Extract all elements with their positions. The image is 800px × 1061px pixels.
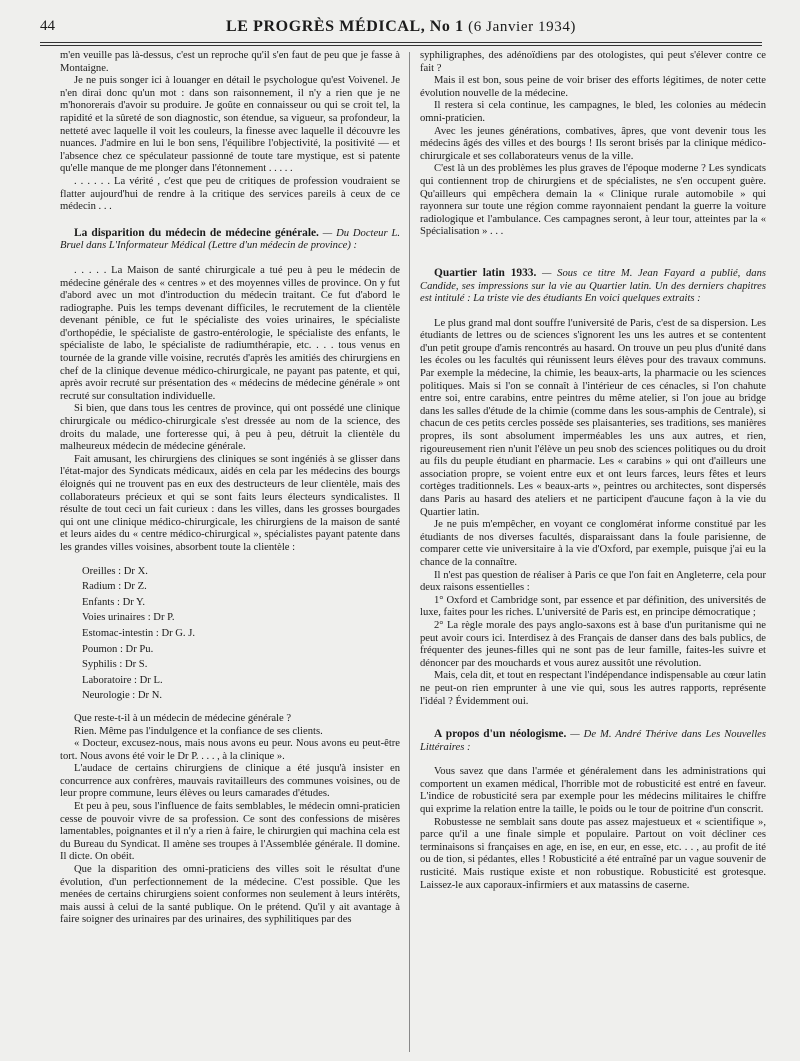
paragraph: Fait amusant, les chirurgiens des cliniques se sont ingéniés à se glisser dans l'état-major des Syndicats médicaux, aidés en cela par les médecins des bourgs éloignés qui ne trouvent pas en eux des destructeurs de leur clientèle, mais des collaborateurs précieux et qui se sont faits leurs électeurs syndicalistes. Il résulte de tout ceci un fait curieux : dans les villes, dans les grosses bourgades qui ont une clinique médico-chirurgicale, les chirurgiens de la maison de santé et leurs aides du « centre médico-chirurgical », spécialistes payant patente dans les grandes villes voisines, absorbent toute la clientèle :: [60, 453, 400, 553]
paragraph: Que reste-t-il à un médecin de médecine générale ?: [74, 712, 292, 724]
paragraph: Vous savez que dans l'armée et généralement dans les administrations qui comportent un examen médical, l'horrible mot de robusticité est entré en faveur. L'indice de robusticité sera par exemple pour les médecins militaires le chiffre qui exprime la relation entre la taille, le poids ou le tour de poitrine d'un conscrit.: [420, 766, 766, 816]
header-rule-double: [40, 45, 762, 46]
list-item: Syphilis : Dr S.: [82, 659, 148, 671]
paragraph: 1° Oxford et Cambridge sont, par essence et par définition, des universités de luxe, faites pour les riches. L'université de Paris est, en principe démocratique ;: [420, 594, 766, 619]
paragraph: Robustesse ne semblait sans doute pas assez majestueux et « scientifique », parce qu'il a une finale simple et populaire. Partout on voit décliner ces terminaisons si françaises en age, en ise, en eur, en esse, etc. . . , au profit de ité ou de tion, si pédantes, elles ! Robusticité a été entraîné par un vague souvenir de rusticité. Mais rustique existe et non robustique. Robusticité est grotesque. Laissez-le aux caporaux-infirmiers et aux matassins de caserne.: [420, 816, 766, 891]
paragraph: « Docteur, excusez-nous, mais nous avons eu peur. Nous avons eu peut-être tort. Nous avons été voir le Dr P. . . . , à la clinique ».: [60, 738, 400, 762]
paragraph: Il n'est pas question de réaliser à Paris ce que l'on fait en Angleterre, cela pour deux raisons essentielles :: [420, 569, 766, 594]
specialist-list: [82, 564, 400, 704]
article-title: La disparition du médecin de médecine générale.: [74, 226, 319, 239]
list-item: Enfants : Dr Y.: [82, 596, 145, 608]
paragraph: L'audace de certains chirurgiens de clinique a été jusqu'à insister en concurrence aux confrères, mauvais ravitailleurs des communes voisines, ou de leur propre commune, leurs élèves ou leurs camarades d'études.: [60, 763, 400, 800]
paragraph: Avec les jeunes générations, combatives, âpres, que vont devenir tous les médecins âgés des villes et des bourgs ! Ils seront brisés par la clinique médico-chirurgicale et ses collaborateurs venus de la ville.: [420, 125, 766, 162]
header-rule: [40, 42, 762, 43]
article-source: — De M. André Thérive dans Les Nouvelles Littéraires :: [420, 729, 766, 753]
paragraph: Il restera si cela continue, les campagnes, le bled, les colonies au médecin omni-praticien.: [420, 100, 766, 124]
article-title: A propos d'un néologisme.: [434, 728, 567, 741]
page-number: 44: [40, 18, 55, 34]
running-title: [40, 18, 762, 36]
list-item: Laboratoire : Dr L.: [82, 674, 163, 686]
paragraph: Le plus grand mal dont souffre l'université de Paris, c'est de sa dispersion. Les étudiants de lettres ou de sciences s'ignorent les uns les autres et se contentent d'un petit groupe d'amis rencontrés au hasard. On trouve un peu plus d'unité dans les écoles ou les facultés qui réunissent leurs élèves pour des travaux communs. Par exemple la médecine, la chimie, les beaux-arts, la pharmacie ou les sciences politiques. Mais si l'on se connaît à l'intérieur de ces cénacles, si l'on chahute entre soi, entre carabins, entre peintres du même atelier, si l'on joue au bridge dans les salles d'étude de la chimie (comme dans les sous-amphis de Centrale), si chacun de ces petits cercles possède ses plaisanteries, ses traditions, ses manières propres, ils sont absolument imperméables les uns aux autres, et rien, rigoureusement rien n'unit l'élève un peu snob des sciences politiques ou du droit au fils du peuple étudiant en pharmacie. Les « carabins » qui ont d'ailleurs une association propre, se voient entre eux et ont leurs farces, leurs fêtes et leurs cortèges traditionnels. Les « beaux-arts », peintres ou architectes, sont dispersés dans Paris au hasard des ateliers et ne participent d'aucune façon à la vie du Quartier latin.: [420, 317, 766, 518]
article-title: Quartier latin 1933.: [434, 266, 537, 279]
article-heading: [420, 728, 766, 754]
article-heading: [420, 267, 766, 306]
list-item: Poumon : Dr Pu.: [82, 643, 154, 655]
list-item: Neurologie : Dr N.: [82, 690, 163, 702]
paragraph: Si bien, que dans tous les centres de province, qui ont possédé une clinique chirurgicale ou médico-chirurgicale s'est dressée au nom de la science, des droits du malade, une forteresse qui, à peu à peu, détruit la clientèle du malheureux médecin de médecine générale.: [60, 403, 400, 453]
page-header: [40, 18, 762, 40]
list-item: Radium : Dr Z.: [82, 581, 147, 593]
article-heading: [60, 227, 400, 253]
paragraph: m'en veuille pas là-dessus, c'est un reproche qu'il s'en faut de peu que je fasse à Montaigne.: [60, 50, 400, 74]
article-source: — Du Docteur L. Bruel dans L'Informateur Médical (Lettre d'un médecin de province) :: [60, 227, 400, 252]
paragraph: . . . . . La Maison de santé chirurgicale a tué peu à peu le médecin de médecine générale des « centres » et des moyennes villes de province. On y fut d'abord avec un mot d'introduction du médecin traitant. Ce fut d'abord le radiographe. Puis les temps devenant difficiles, le recrutement de la clientèle devenant pénible, ce fut le spécialiste des voies urinaires, le spécialiste d'orthopédie, le spécialiste de gastro-entérologie, le spécialiste des enfants, le spécialiste de labo, le spécialiste de radiumthérapie, etc. . . . tous venus en tournée de la grande ville voisine, recrutés d'après les amitiés des chirurgiens en chef de la clinique devenue médico-chirurgicale, ne payant pas patente, et qui, après avoir recruté sur présentation des « médecins de médecine générale » ont recruté sur consultation individuelle.: [60, 264, 400, 402]
paragraph: Mais, cela dit, et tout en respectant l'indépendance indispensable au cœur latin ne peut-on rien emprunter à une vie qui, sous les autres rapports, représente l'idéal ? Évidemment oui.: [420, 670, 766, 707]
journal-name: LE PROGRÈS MÉDICAL,: [225, 18, 426, 35]
paragraph: Que la disparition des omni-praticiens des villes soit le résultat d'une évolution, d'un perfectionnement de la médecine. C'est possible. Que les menées de certains chirurgiens soient conformes non seulement à leurs intérêts, mais aussi à celui de la santé publique. On le prétend. Qu'il y ait avantage à faire soigner des urinaires par des urinaires, des syphilitiques par des: [60, 864, 400, 926]
list-item: Estomac-intestin : Dr G. J.: [82, 627, 195, 639]
issue-date: (6 Janvier 1934): [468, 19, 577, 35]
paragraph: . . . . . . La vérité , c'est que peu de critiques de profession voudraient se flatter aujourd'hui de rendre à la critique des services pareils à ceux de ce médecin . . .: [60, 175, 400, 213]
paragraph: C'est là un des problèmes les plus graves de l'époque moderne ? Les syndicats qui contiennent trop de chirurgiens et de spécialistes, ne s'en occupent guère. Qu'ailleurs qui empêchera demain la « Clinique rurale automobile » qui rayonnera sur toute une région comme rayonnaient pendant la guerre la voiture radiologique et l'ambulance. Ces campagnes seront, à leur tour, atteintes par la « Spécialisation » . . .: [420, 163, 766, 238]
paragraph: Je ne puis m'empêcher, en voyant ce conglomérat informe constitué par les étudiants de nos diverses facultés, disparaissant dans la foule parisienne, de comparer cette vie universitaire à la vie d'Oxford, par exemple, puisque j'ai eu la chance de la connaître.: [420, 519, 766, 568]
issue-number: No 1: [429, 18, 464, 35]
left-column: [60, 50, 400, 927]
paragraph: Et peu à peu, sous l'influence de faits semblables, le médecin omni-praticien cesse de pouvoir vivre de sa profession. Ce sont des confessions de misères lamentables, poignantes et il n'y a rien à faire, le chirurgien qui machina cela est du Bureau du Syndicat. Il amène ses troupes à l'Assemblée générale. Il domine. Il dicte. On obéit.: [60, 801, 400, 863]
paragraph: Rien. Même pas l'indulgence et la confiance de ses clients.: [74, 725, 323, 737]
list-item: Oreilles : Dr X.: [82, 565, 148, 577]
paragraph: Je ne puis songer ici à louanger en détail le psychologue qu'est Voivenel. Je n'en dirai donc qu'un mot : dans son raisonnement, il n'y a rien que je ne m'honorerais d'avoir su produire. Je goûte en connaisseur ou qui se croit tel, la rapidité et la sûreté de son diagnostic, son étendue, sa vigueur, sa profondeur, la netteté avec laquelle il voit les couleurs, la finesse avec laquelle il découvre les nuances. J'admire en lui le bon sens, l'équilibre l'objectivité, la positivité — et l'absence chez ce spéculateur passionné de toute tare mystique, est si patente qu'elle manque de me plonger dans l'étonnement . . . . .: [60, 75, 400, 175]
list-item: Voies urinaires : Dr P.: [82, 612, 175, 624]
paragraph: Mais il est bon, sous peine de voir briser des efforts légitimes, de noter cette évolution nouvelle de la médecine.: [420, 75, 766, 99]
right-column: [420, 50, 766, 892]
paragraph: syphiligraphes, des adénoïdiens par des otologistes, qui peut s'élever contre ce fait ?: [420, 50, 766, 74]
paragraph: 2° La règle morale des pays anglo-saxons est à base d'un puritanisme qui ne peut avoir cours ici. Interdisez à des Français de danser dans des bals publics, de fréquenter des jeunes-filles qui ne sont pas de leur famille, faites-les suivre et dénoncer par des mouchards et vous aurez aussitôt une révolution.: [420, 619, 766, 669]
article-source: — Sous ce titre M. Jean Fayard a publié, dans Candide, ses impressions sur la vie au Quartier latin. Un des derniers chapitres est intitulé : La triste vie des étudiants En voici quelques extraits :: [420, 267, 766, 305]
column-divider: [409, 52, 410, 1052]
